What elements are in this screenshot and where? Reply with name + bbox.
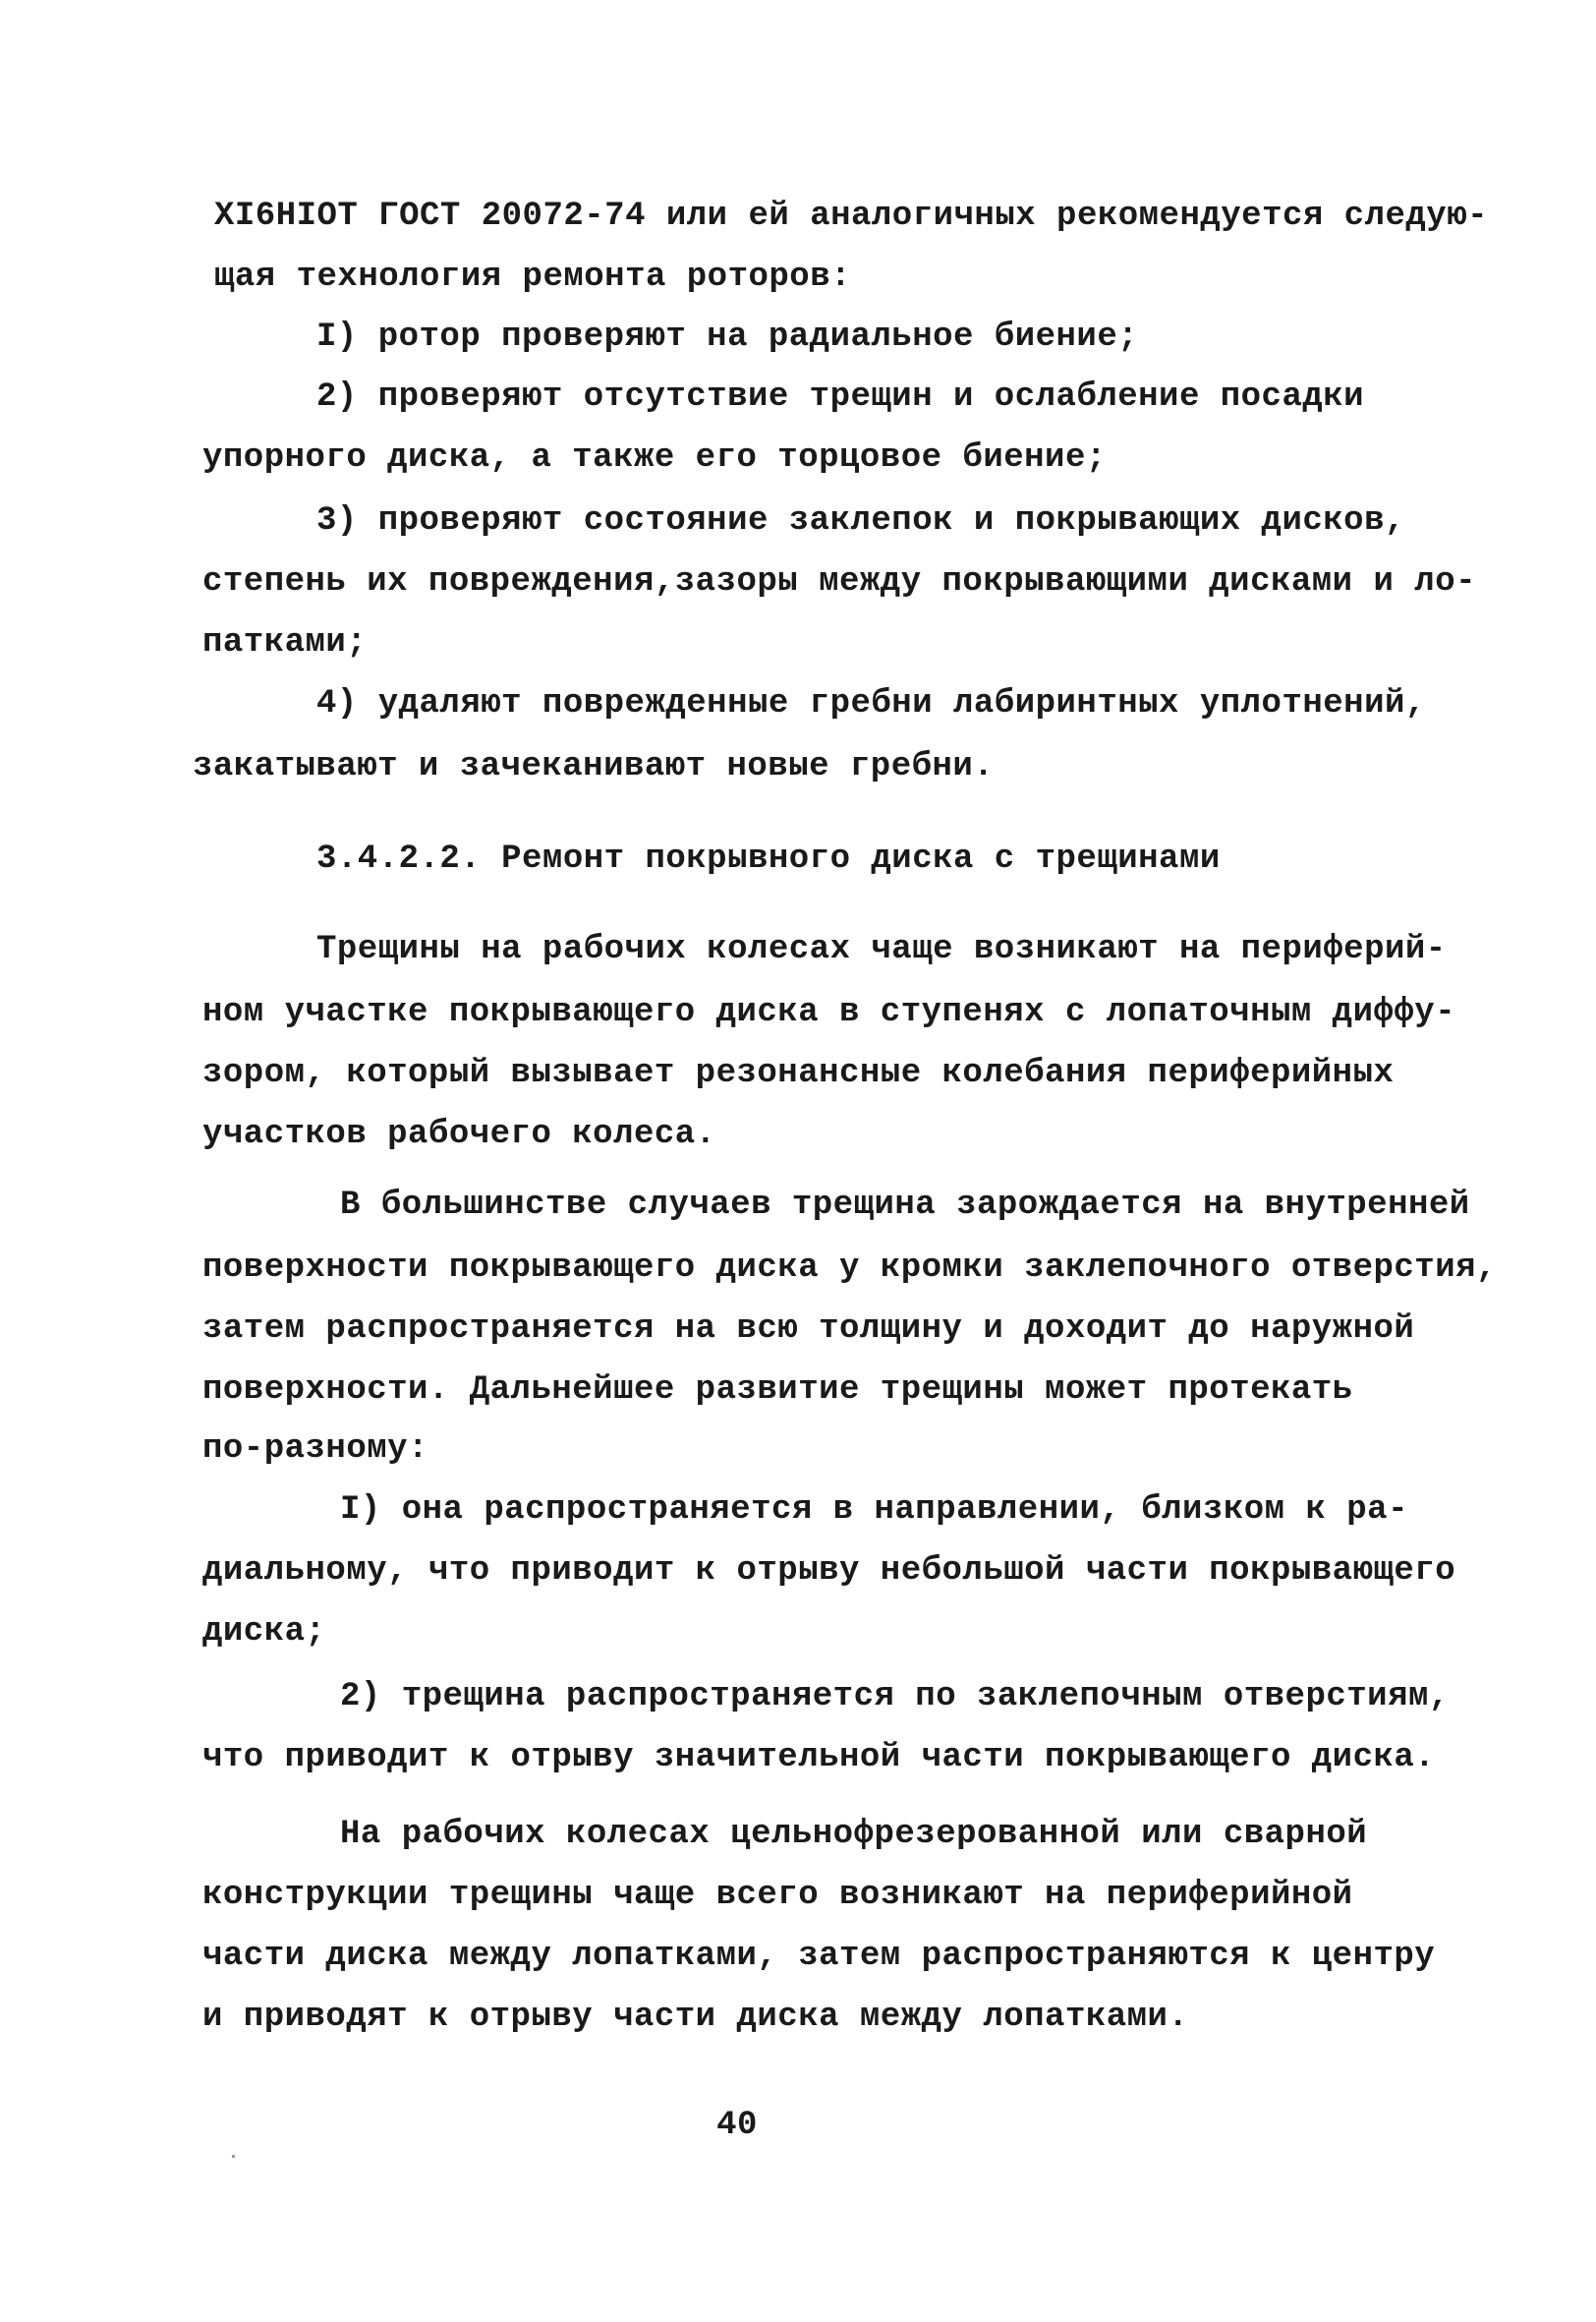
text-line: диска;	[202, 1613, 326, 1651]
text-line: Трещины на рабочих колесах чаще возникают на периферий-	[316, 931, 1447, 968]
list-item: I) ротор проверяют на радиальное биение;	[316, 319, 1139, 356]
text-line: зором, который вызывает резонансные колебания периферийных	[202, 1055, 1395, 1092]
list-item: 4) удаляют поврежденные гребни лабиринтных уплотнений,	[316, 685, 1426, 723]
text-line: поверхности. Дальнейшее развитие трещины может протекать	[202, 1371, 1353, 1409]
text-line: На рабочих колесах цельнофрезерованной или сварной	[340, 1816, 1368, 1853]
list-item: 3) проверяют состояние заклепок и покрывающих дисков,	[316, 502, 1405, 540]
text-line: XI6HIOT ГОСТ 20072-74 или ей аналогичных рекомендуется следую-	[214, 198, 1489, 235]
list-item: 2) трещина распространяется по заклепочным отверстиям,	[340, 1678, 1450, 1715]
text-line: упорного диска, а также его торцовое биение;	[202, 439, 1107, 477]
text-line: степень их повреждения,зазоры между покрывающими дисками и ло-	[202, 563, 1477, 601]
text-line: ном участке покрывающего диска в ступенях с лопаточным диффу-	[202, 994, 1456, 1031]
text-line: по-разному:	[202, 1430, 428, 1468]
text-line: и приводят к отрыву части диска между лопатками.	[202, 1999, 1189, 2036]
section-heading: 3.4.2.2. Ремонт покрывного диска с трещинами	[316, 841, 1221, 878]
text-line: закатывают и зачеканивают новые гребни.	[193, 748, 995, 785]
text-line: патками;	[202, 624, 368, 662]
text-line: поверхности покрывающего диска у кромки заклепочного отверстия,	[202, 1249, 1497, 1287]
text-line: части диска между лопатками, затем распространяются к центру	[202, 1938, 1436, 1975]
list-item: 2) проверяют отсутствие трещин и ослабление посадки	[316, 378, 1365, 416]
text-line: участков рабочего колеса.	[202, 1116, 716, 1153]
text-line: В большинстве случаев трещина зарождается на внутренней	[340, 1187, 1470, 1224]
text-line: что приводит к отрыву значительной части покрывающего диска.	[202, 1739, 1436, 1776]
text-line: затем распространяется на всю толщину и доходит до наружной	[202, 1310, 1415, 1348]
text-line: диальному, что приводит к отрыву небольшой части покрывающего	[202, 1552, 1456, 1590]
scan-speck	[232, 2155, 235, 2158]
text-line: щая технология ремонта роторов:	[214, 259, 852, 296]
list-item: I) она распространяется в направлении, близком к ра-	[340, 1491, 1408, 1529]
page-number: 40	[716, 2107, 758, 2144]
text-line: конструкции трещины чаще всего возникают на периферийной	[202, 1877, 1353, 1914]
